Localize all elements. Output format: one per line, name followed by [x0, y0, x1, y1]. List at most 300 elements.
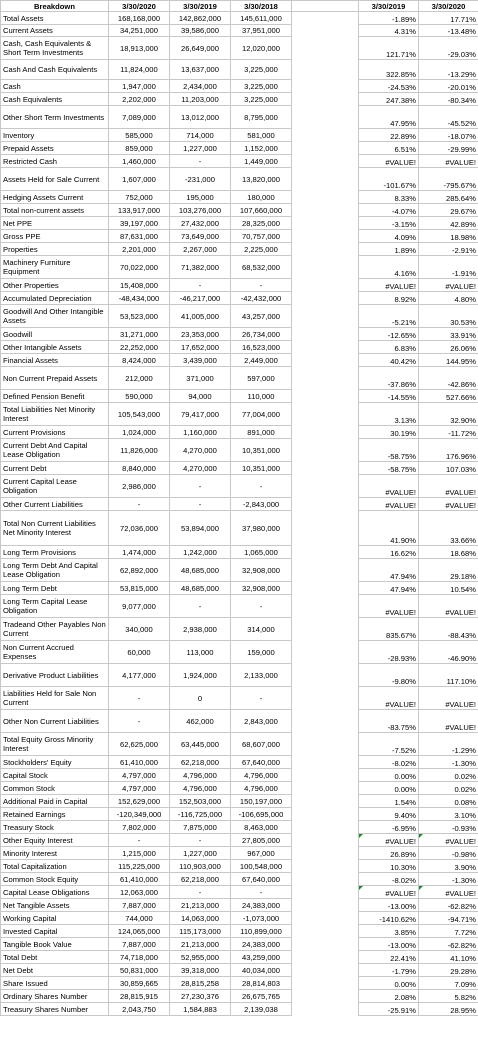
table-row [1, 390, 478, 403]
change-2020: 7.09% [419, 977, 478, 990]
value-2019: 52,955,000 [170, 951, 231, 964]
change-2020: -29.99% [419, 142, 478, 155]
table-row [1, 106, 478, 129]
change-2019: 22.89% [359, 129, 419, 142]
value-2018: 77,004,000 [231, 403, 292, 426]
gap-cell [292, 367, 359, 390]
value-2020: 7,887,000 [109, 899, 170, 912]
value-2020: 7,887,000 [109, 938, 170, 951]
change-2019: -13.00% [359, 899, 419, 912]
value-2019: 73,649,000 [170, 230, 231, 243]
value-2019: 152,503,000 [170, 795, 231, 808]
value-2019: 71,382,000 [170, 256, 231, 279]
row-label: Retained Earnings [1, 808, 109, 821]
row-label: Defined Pension Benefit [1, 390, 109, 403]
value-2019: 462,000 [170, 710, 231, 733]
change-2019: 10.30% [359, 860, 419, 873]
table-row [1, 873, 478, 886]
table-row [1, 403, 478, 426]
value-2018: 4,796,000 [231, 782, 292, 795]
gap-cell [292, 641, 359, 664]
change-2019: 9.40% [359, 808, 419, 821]
value-2019: -231,000 [170, 168, 231, 191]
change-2019: -13.00% [359, 938, 419, 951]
change-2019: -28.93% [359, 641, 419, 664]
value-2020: 70,022,000 [109, 256, 170, 279]
value-2020: 72,036,000 [109, 511, 170, 546]
row-label: Cash, Cash Equivalents & Short Term Investments [1, 37, 109, 60]
value-2020: 11,824,000 [109, 60, 170, 80]
row-label: Capital Lease Obligations [1, 886, 109, 899]
value-2020: 4,177,000 [109, 664, 170, 687]
change-2020: 26.06% [419, 341, 478, 354]
gap-cell [292, 390, 359, 403]
row-label: Other Intangible Assets [1, 341, 109, 354]
value-2020: 1,947,000 [109, 80, 170, 93]
value-2020: 12,063,000 [109, 886, 170, 899]
value-2020: 7,089,000 [109, 106, 170, 129]
header-gap [292, 1, 359, 12]
change-2020: 30.53% [419, 305, 478, 328]
change-2019: -8.02% [359, 873, 419, 886]
table-row [1, 129, 478, 142]
row-label: Total Non Current Liabilities Net Minority Interest [1, 511, 109, 546]
change-2019: 2.08% [359, 990, 419, 1003]
change-2019: 4.31% [359, 25, 419, 37]
value-2018: 32,908,000 [231, 559, 292, 582]
value-2018: 10,351,000 [231, 439, 292, 462]
change-2019: 26.89% [359, 847, 419, 860]
row-label: Current Capital Lease Obligation [1, 475, 109, 498]
value-2018: 3,225,000 [231, 93, 292, 106]
change-2019: #VALUE! [359, 279, 419, 292]
gap-cell [292, 25, 359, 37]
change-2019: -1.79% [359, 964, 419, 977]
change-2020: -45.52% [419, 106, 478, 129]
gap-cell [292, 899, 359, 912]
value-2020: 4,797,000 [109, 782, 170, 795]
row-label: Properties [1, 243, 109, 256]
change-2020: -1.30% [419, 873, 478, 886]
value-2018: 40,034,000 [231, 964, 292, 977]
value-2018: - [231, 687, 292, 710]
value-2018: 28,814,803 [231, 977, 292, 990]
row-label: Cash And Cash Equivalents [1, 60, 109, 80]
value-2020: 7,802,000 [109, 821, 170, 834]
gap-cell [292, 977, 359, 990]
value-2018: -1,073,000 [231, 912, 292, 925]
change-2019: -4.07% [359, 204, 419, 217]
table-row [1, 60, 478, 80]
gap-cell [292, 60, 359, 80]
table-row [1, 204, 478, 217]
value-2020: 15,408,000 [109, 279, 170, 292]
value-2019: 2,267,000 [170, 243, 231, 256]
table-row [1, 292, 478, 305]
value-2020: 4,797,000 [109, 769, 170, 782]
change-2020: 33.66% [419, 511, 478, 546]
gap-cell [292, 217, 359, 230]
header-col-1: 3/30/2020 [109, 1, 170, 12]
row-label: Other Non Current Liabilities [1, 710, 109, 733]
value-2018: 110,899,000 [231, 925, 292, 938]
table-row [1, 354, 478, 367]
value-2018: 100,548,000 [231, 860, 292, 873]
table-row [1, 341, 478, 354]
value-2018: 891,000 [231, 426, 292, 439]
value-2020: 2,201,000 [109, 243, 170, 256]
value-2019: - [170, 475, 231, 498]
row-label: Cash [1, 80, 109, 93]
value-2019: 1,584,883 [170, 1003, 231, 1016]
value-2018: 26,734,000 [231, 328, 292, 341]
table-row [1, 462, 478, 475]
change-2019: 8.92% [359, 292, 419, 305]
gap-cell [292, 546, 359, 559]
change-2019: 0.00% [359, 977, 419, 990]
value-2019: 23,353,000 [170, 328, 231, 341]
change-2020: -88.43% [419, 618, 478, 641]
change-2019: 47.94% [359, 559, 419, 582]
change-2019: -5.21% [359, 305, 419, 328]
value-2020: 62,892,000 [109, 559, 170, 582]
change-2019: #VALUE! [359, 687, 419, 710]
change-2020: 42.89% [419, 217, 478, 230]
value-2018: 13,820,000 [231, 168, 292, 191]
gap-cell [292, 37, 359, 60]
value-2018: 2,449,000 [231, 354, 292, 367]
row-label: Goodwill And Other Intangible Assets [1, 305, 109, 328]
value-2019: 1,227,000 [170, 847, 231, 860]
row-label: Total Debt [1, 951, 109, 964]
gap-cell [292, 925, 359, 938]
gap-cell [292, 498, 359, 511]
row-label: Tradeand Other Payables Non Current [1, 618, 109, 641]
table-row [1, 733, 478, 756]
change-2019: 1.89% [359, 243, 419, 256]
change-2020: -1.29% [419, 733, 478, 756]
value-2019: -46,217,000 [170, 292, 231, 305]
value-2019: 27,432,000 [170, 217, 231, 230]
change-2020: -42.86% [419, 367, 478, 390]
value-2019: 11,203,000 [170, 93, 231, 106]
gap-cell [292, 230, 359, 243]
value-2018: 110,000 [231, 390, 292, 403]
value-2019: 62,218,000 [170, 756, 231, 769]
value-2019: 39,318,000 [170, 964, 231, 977]
row-label: Inventory [1, 129, 109, 142]
table-row [1, 328, 478, 341]
value-2018: 159,000 [231, 641, 292, 664]
change-2020: -0.98% [419, 847, 478, 860]
gap-cell [292, 595, 359, 618]
change-2020: -1.91% [419, 256, 478, 279]
gap-cell [292, 93, 359, 106]
row-label: Other Properties [1, 279, 109, 292]
value-2019: 13,637,000 [170, 60, 231, 80]
gap-cell [292, 886, 359, 899]
value-2019: 53,894,000 [170, 511, 231, 546]
change-2020: -80.34% [419, 93, 478, 106]
change-2019: 30.19% [359, 426, 419, 439]
gap-cell [292, 305, 359, 328]
value-2019: 17,652,000 [170, 341, 231, 354]
row-label: Total Assets [1, 12, 109, 25]
row-label: Non Current Prepaid Assets [1, 367, 109, 390]
change-2019: -6.95% [359, 821, 419, 834]
table-row [1, 155, 478, 168]
change-2020: 41.10% [419, 951, 478, 964]
gap-cell [292, 860, 359, 873]
change-2019: -3.15% [359, 217, 419, 230]
change-2019: 47.95% [359, 106, 419, 129]
change-2020: 4.80% [419, 292, 478, 305]
table-row [1, 834, 478, 847]
table-row [1, 217, 478, 230]
value-2020: -48,434,000 [109, 292, 170, 305]
gap-cell [292, 782, 359, 795]
value-2020: 53,815,000 [109, 582, 170, 595]
table-row [1, 808, 478, 821]
row-label: Goodwill [1, 328, 109, 341]
change-2020: 3.10% [419, 808, 478, 821]
value-2019: 4,270,000 [170, 462, 231, 475]
gap-cell [292, 403, 359, 426]
value-2018: 8,795,000 [231, 106, 292, 129]
value-2020: 28,815,915 [109, 990, 170, 1003]
gap-cell [292, 559, 359, 582]
row-label: Other Equity Interest [1, 834, 109, 847]
value-2018: -2,843,000 [231, 498, 292, 511]
value-2018: 107,660,000 [231, 204, 292, 217]
value-2019: - [170, 279, 231, 292]
table-row [1, 305, 478, 328]
header-col-5: 3/30/2020 [419, 1, 478, 12]
change-2020: #VALUE! [419, 886, 478, 899]
value-2019: 2,434,000 [170, 80, 231, 93]
change-2019: 247.38% [359, 93, 419, 106]
value-2019: - [170, 155, 231, 168]
value-2018: 581,000 [231, 129, 292, 142]
row-label: Common Stock Equity [1, 873, 109, 886]
change-2019: 1.54% [359, 795, 419, 808]
value-2020: 8,840,000 [109, 462, 170, 475]
table-row [1, 168, 478, 191]
value-2018: 2,843,000 [231, 710, 292, 733]
table-row [1, 511, 478, 546]
value-2019: 63,445,000 [170, 733, 231, 756]
change-2020: 0.02% [419, 782, 478, 795]
value-2018: 67,640,000 [231, 756, 292, 769]
gap-cell [292, 964, 359, 977]
gap-cell [292, 733, 359, 756]
change-2020: -795.67% [419, 168, 478, 191]
change-2020: 0.08% [419, 795, 478, 808]
table-row [1, 964, 478, 977]
value-2018: 967,000 [231, 847, 292, 860]
row-label: Prepaid Assets [1, 142, 109, 155]
value-2019: 41,005,000 [170, 305, 231, 328]
table-row [1, 687, 478, 710]
gap-cell [292, 439, 359, 462]
table-row [1, 142, 478, 155]
gap-cell [292, 12, 359, 25]
change-2019: #VALUE! [359, 886, 419, 899]
value-2020: 22,252,000 [109, 341, 170, 354]
gap-cell [292, 912, 359, 925]
row-label: Minority Interest [1, 847, 109, 860]
change-2019: -12.65% [359, 328, 419, 341]
value-2018: 597,000 [231, 367, 292, 390]
value-2018: 43,257,000 [231, 305, 292, 328]
table-row [1, 475, 478, 498]
gap-cell [292, 256, 359, 279]
value-2020: 168,168,000 [109, 12, 170, 25]
value-2018: 180,000 [231, 191, 292, 204]
gap-cell [292, 847, 359, 860]
value-2018: 8,463,000 [231, 821, 292, 834]
gap-cell [292, 687, 359, 710]
row-label: Long Term Debt And Capital Lease Obligation [1, 559, 109, 582]
value-2020: 87,631,000 [109, 230, 170, 243]
change-2019: 16.62% [359, 546, 419, 559]
change-2019: #VALUE! [359, 498, 419, 511]
row-label: Financial Assets [1, 354, 109, 367]
value-2019: 4,796,000 [170, 782, 231, 795]
value-2018: 4,796,000 [231, 769, 292, 782]
change-2019: 22.41% [359, 951, 419, 964]
value-2020: 60,000 [109, 641, 170, 664]
change-2020: 29.67% [419, 204, 478, 217]
change-2019: 47.94% [359, 582, 419, 595]
table-row [1, 899, 478, 912]
value-2020: 1,474,000 [109, 546, 170, 559]
gap-cell [292, 279, 359, 292]
gap-cell [292, 106, 359, 129]
value-2018: 68,607,000 [231, 733, 292, 756]
table-row [1, 710, 478, 733]
value-2020: 31,271,000 [109, 328, 170, 341]
row-label: Long Term Capital Lease Obligation [1, 595, 109, 618]
change-2020: 10.54% [419, 582, 478, 595]
gap-cell [292, 821, 359, 834]
value-2020: 18,913,000 [109, 37, 170, 60]
value-2019: 26,649,000 [170, 37, 231, 60]
change-2019: 835.67% [359, 618, 419, 641]
row-label: Liabilities Held for Sale Non Current [1, 687, 109, 710]
value-2018: 314,000 [231, 618, 292, 641]
value-2019: - [170, 834, 231, 847]
row-label: Total non-current assets [1, 204, 109, 217]
value-2018: -106,695,000 [231, 808, 292, 821]
gap-cell [292, 511, 359, 546]
change-2019: -1.89% [359, 12, 419, 25]
value-2019: 110,903,000 [170, 860, 231, 873]
row-label: Treasury Stock [1, 821, 109, 834]
value-2019: 371,000 [170, 367, 231, 390]
change-2019: 322.85% [359, 60, 419, 80]
value-2020: 9,077,000 [109, 595, 170, 618]
change-2020: 28.95% [419, 1003, 478, 1016]
value-2019: 62,218,000 [170, 873, 231, 886]
change-2019: 6.83% [359, 341, 419, 354]
change-2019: 8.33% [359, 191, 419, 204]
row-label: Hedging Assets Current [1, 191, 109, 204]
row-label: Current Debt [1, 462, 109, 475]
value-2020: 74,718,000 [109, 951, 170, 964]
change-2019: -37.86% [359, 367, 419, 390]
value-2020: -120,349,000 [109, 808, 170, 821]
value-2020: 2,202,000 [109, 93, 170, 106]
gap-cell [292, 873, 359, 886]
value-2018: -42,432,000 [231, 292, 292, 305]
value-2018: 2,139,038 [231, 1003, 292, 1016]
value-2019: 94,000 [170, 390, 231, 403]
value-2020: 30,859,665 [109, 977, 170, 990]
change-2019: -8.02% [359, 756, 419, 769]
gap-cell [292, 834, 359, 847]
gap-cell [292, 80, 359, 93]
row-label: Accumulated Depreciation [1, 292, 109, 305]
change-2019: 4.09% [359, 230, 419, 243]
change-2019: -24.53% [359, 80, 419, 93]
value-2019: 7,875,000 [170, 821, 231, 834]
change-2020: -11.72% [419, 426, 478, 439]
value-2018: 37,951,000 [231, 25, 292, 37]
change-2020: 107.03% [419, 462, 478, 475]
table-row [1, 243, 478, 256]
change-2020: 29.28% [419, 964, 478, 977]
value-2018: 26,675,765 [231, 990, 292, 1003]
row-label: Net Tangible Assets [1, 899, 109, 912]
row-label: Derivative Product Liabilities [1, 664, 109, 687]
change-2020: -20.01% [419, 80, 478, 93]
gap-cell [292, 168, 359, 191]
value-2019: 1,227,000 [170, 142, 231, 155]
change-2020: 7.72% [419, 925, 478, 938]
value-2019: 21,213,000 [170, 938, 231, 951]
table-row [1, 546, 478, 559]
row-label: Stockholders' Equity [1, 756, 109, 769]
change-2019: -101.67% [359, 168, 419, 191]
row-label: Other Current Liabilities [1, 498, 109, 511]
row-label: Current Debt And Capital Lease Obligation [1, 439, 109, 462]
value-2018: 1,152,000 [231, 142, 292, 155]
value-2020: 212,000 [109, 367, 170, 390]
row-label: Ordinary Shares Number [1, 990, 109, 1003]
change-2019: 40.42% [359, 354, 419, 367]
change-2019: #VALUE! [359, 595, 419, 618]
change-2019: 121.71% [359, 37, 419, 60]
change-2019: #VALUE! [359, 475, 419, 498]
change-2020: -2.91% [419, 243, 478, 256]
value-2019: 14,063,000 [170, 912, 231, 925]
value-2020: 115,225,000 [109, 860, 170, 873]
gap-cell [292, 292, 359, 305]
value-2019: - [170, 886, 231, 899]
value-2019: 1,242,000 [170, 546, 231, 559]
table-row [1, 795, 478, 808]
value-2020: 105,543,000 [109, 403, 170, 426]
value-2019: 2,938,000 [170, 618, 231, 641]
row-label: Total Capitalization [1, 860, 109, 873]
gap-cell [292, 756, 359, 769]
value-2019: 1,924,000 [170, 664, 231, 687]
change-2019: 3.85% [359, 925, 419, 938]
table-row [1, 925, 478, 938]
value-2018: 43,259,000 [231, 951, 292, 964]
row-label: Treasury Shares Number [1, 1003, 109, 1016]
